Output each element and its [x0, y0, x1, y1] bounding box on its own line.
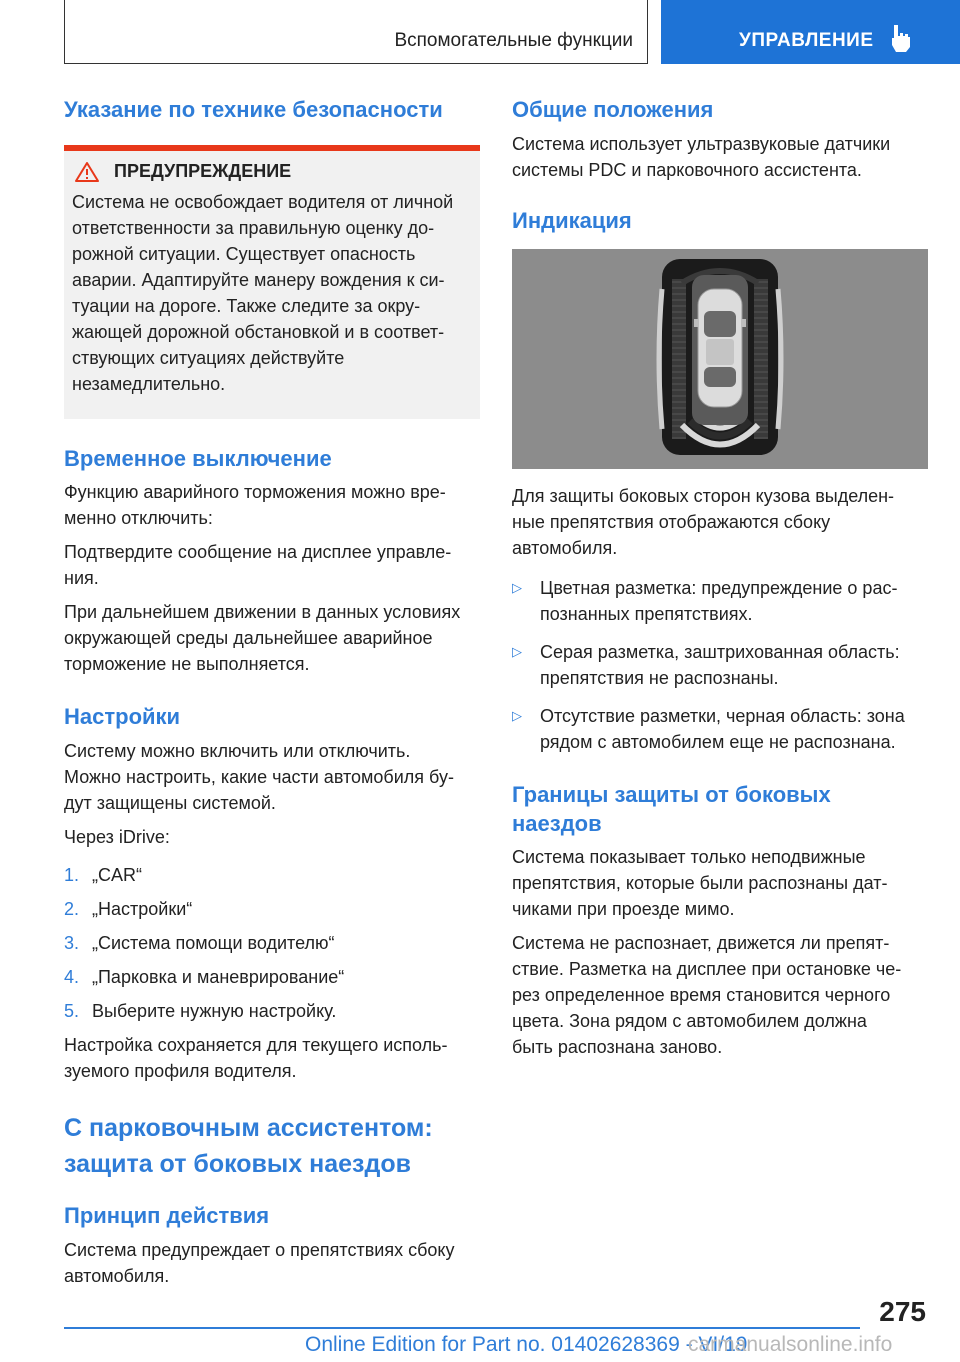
bullet-triangle-icon: ▷ [512, 708, 522, 724]
footer-divider [64, 1327, 860, 1329]
list-item: ▷ Отсутствие разметки, черная область: зона рядом с автомобилем еще не распознана. [512, 703, 928, 755]
page-number: 275 [879, 1296, 926, 1327]
limits-paragraph-2: Система не распознает, движется ли препят- ствие. Разметка на дисплее при остановке че- рез определенное время становится черного цвета. Зона рядом с автомобилем должна быть распознана заново. [512, 933, 902, 1058]
section-title: Вспомогательные функции [394, 30, 633, 51]
temp-off-paragraph-1: Функцию аварийного торможения можно вре- менно отключить: [64, 482, 446, 529]
temp-off-paragraph-2: Подтвердите сообщение на дисплее управле- ния. [64, 542, 452, 589]
list-item: ▷ Серая разметка, заштрихованная область: препятствия не распознаны. [512, 639, 928, 691]
warning-text: Система не освобождает водителя от личной ответственности за правильную оценку до- рожной ситуации. Существует опасность аварии. Адаптируйте манеру вождения к си- туации на дороге. Также следите за окру- жающей дорожной обстановкой и в соответ- ствующих ситуациях действуйте незамедлительно. [72, 191, 454, 394]
warning-box [64, 145, 480, 419]
indication-list [512, 575, 928, 755]
watermark: carmanualsonline.info [688, 1333, 893, 1356]
chapter-tab [661, 0, 960, 64]
warning-title: ПРЕДУПРЕЖДЕНИЕ [114, 161, 292, 182]
section-tab [64, 0, 648, 64]
list-item: 3. „Система помощи водителю“ [64, 932, 335, 953]
limits-paragraph-1: Система показывает только неподвижные препятствия, которые были распознаны дат- чиками при проезде мимо. [512, 847, 888, 920]
indication-paragraph: Для защиты боковых сторон кузова выделен- ные препятствия отображаются сбоку автомобиля. [512, 486, 895, 559]
settings-paragraph-1: Систему можно включить или отключить. Можно настроить, какие части автомобиля бу- дут защищены системой. [64, 740, 454, 813]
limits-heading: Границы защиты от боковых наездов [512, 782, 831, 836]
principle-paragraph: Система предупреждает о препятствиях сбоку автомобиля. [64, 1239, 455, 1286]
list-item: 2. „Настройки“ [64, 898, 193, 919]
warning-header [72, 161, 472, 183]
page-header [64, 0, 960, 64]
list-item: 5. Выберите нужную настройку. [64, 1000, 337, 1021]
temp-off-paragraph-3: При дальнейшем движении в данных условиях окружающей среды дальнейшее аварийное торможение не выполняется. [64, 602, 461, 675]
list-item: 4. „Парковка и маневрирование“ [64, 966, 345, 987]
car-top-view-illustration [512, 249, 928, 469]
list-item: 1. „CAR“ [64, 864, 142, 885]
general-paragraph: Система использует ультразвуковые датчики системы PDC и парковочного ассистента. [512, 133, 891, 180]
chapter-title: УПРАВЛЕНИЕ [739, 30, 874, 51]
bullet-triangle-icon: ▷ [512, 644, 522, 660]
settings-paragraph-2: Через iDrive: [64, 826, 170, 847]
principle-heading: Принцип действия [64, 1203, 270, 1229]
pointing-hand-icon [890, 23, 912, 53]
bullet-triangle-icon: ▷ [512, 580, 522, 596]
main-heading: С парковочным ассистентом: защита от боковых наездов [64, 1113, 433, 1179]
left-column [64, 96, 480, 1289]
settings-paragraph-3: Настройка сохраняется для текущего исполь- зуемого профиля водителя. [64, 1034, 448, 1081]
temp-off-heading: Временное выключение [64, 445, 332, 471]
footer-edition: Online Edition for Part no. 01402628369 - VI/19 [305, 1333, 748, 1356]
right-column [512, 96, 928, 1060]
list-item: ▷ Цветная разметка: предупреждение о рас- познанных препятствиях. [512, 575, 928, 627]
warning-triangle-icon [74, 161, 100, 183]
parking-display-image [512, 249, 928, 469]
indication-heading: Индикация [512, 207, 632, 233]
general-heading: Общие положения [512, 97, 714, 122]
safety-heading: Указание по технике безопасности [64, 97, 443, 122]
settings-heading: Настройки [64, 704, 181, 730]
settings-steps-list [64, 862, 480, 1024]
